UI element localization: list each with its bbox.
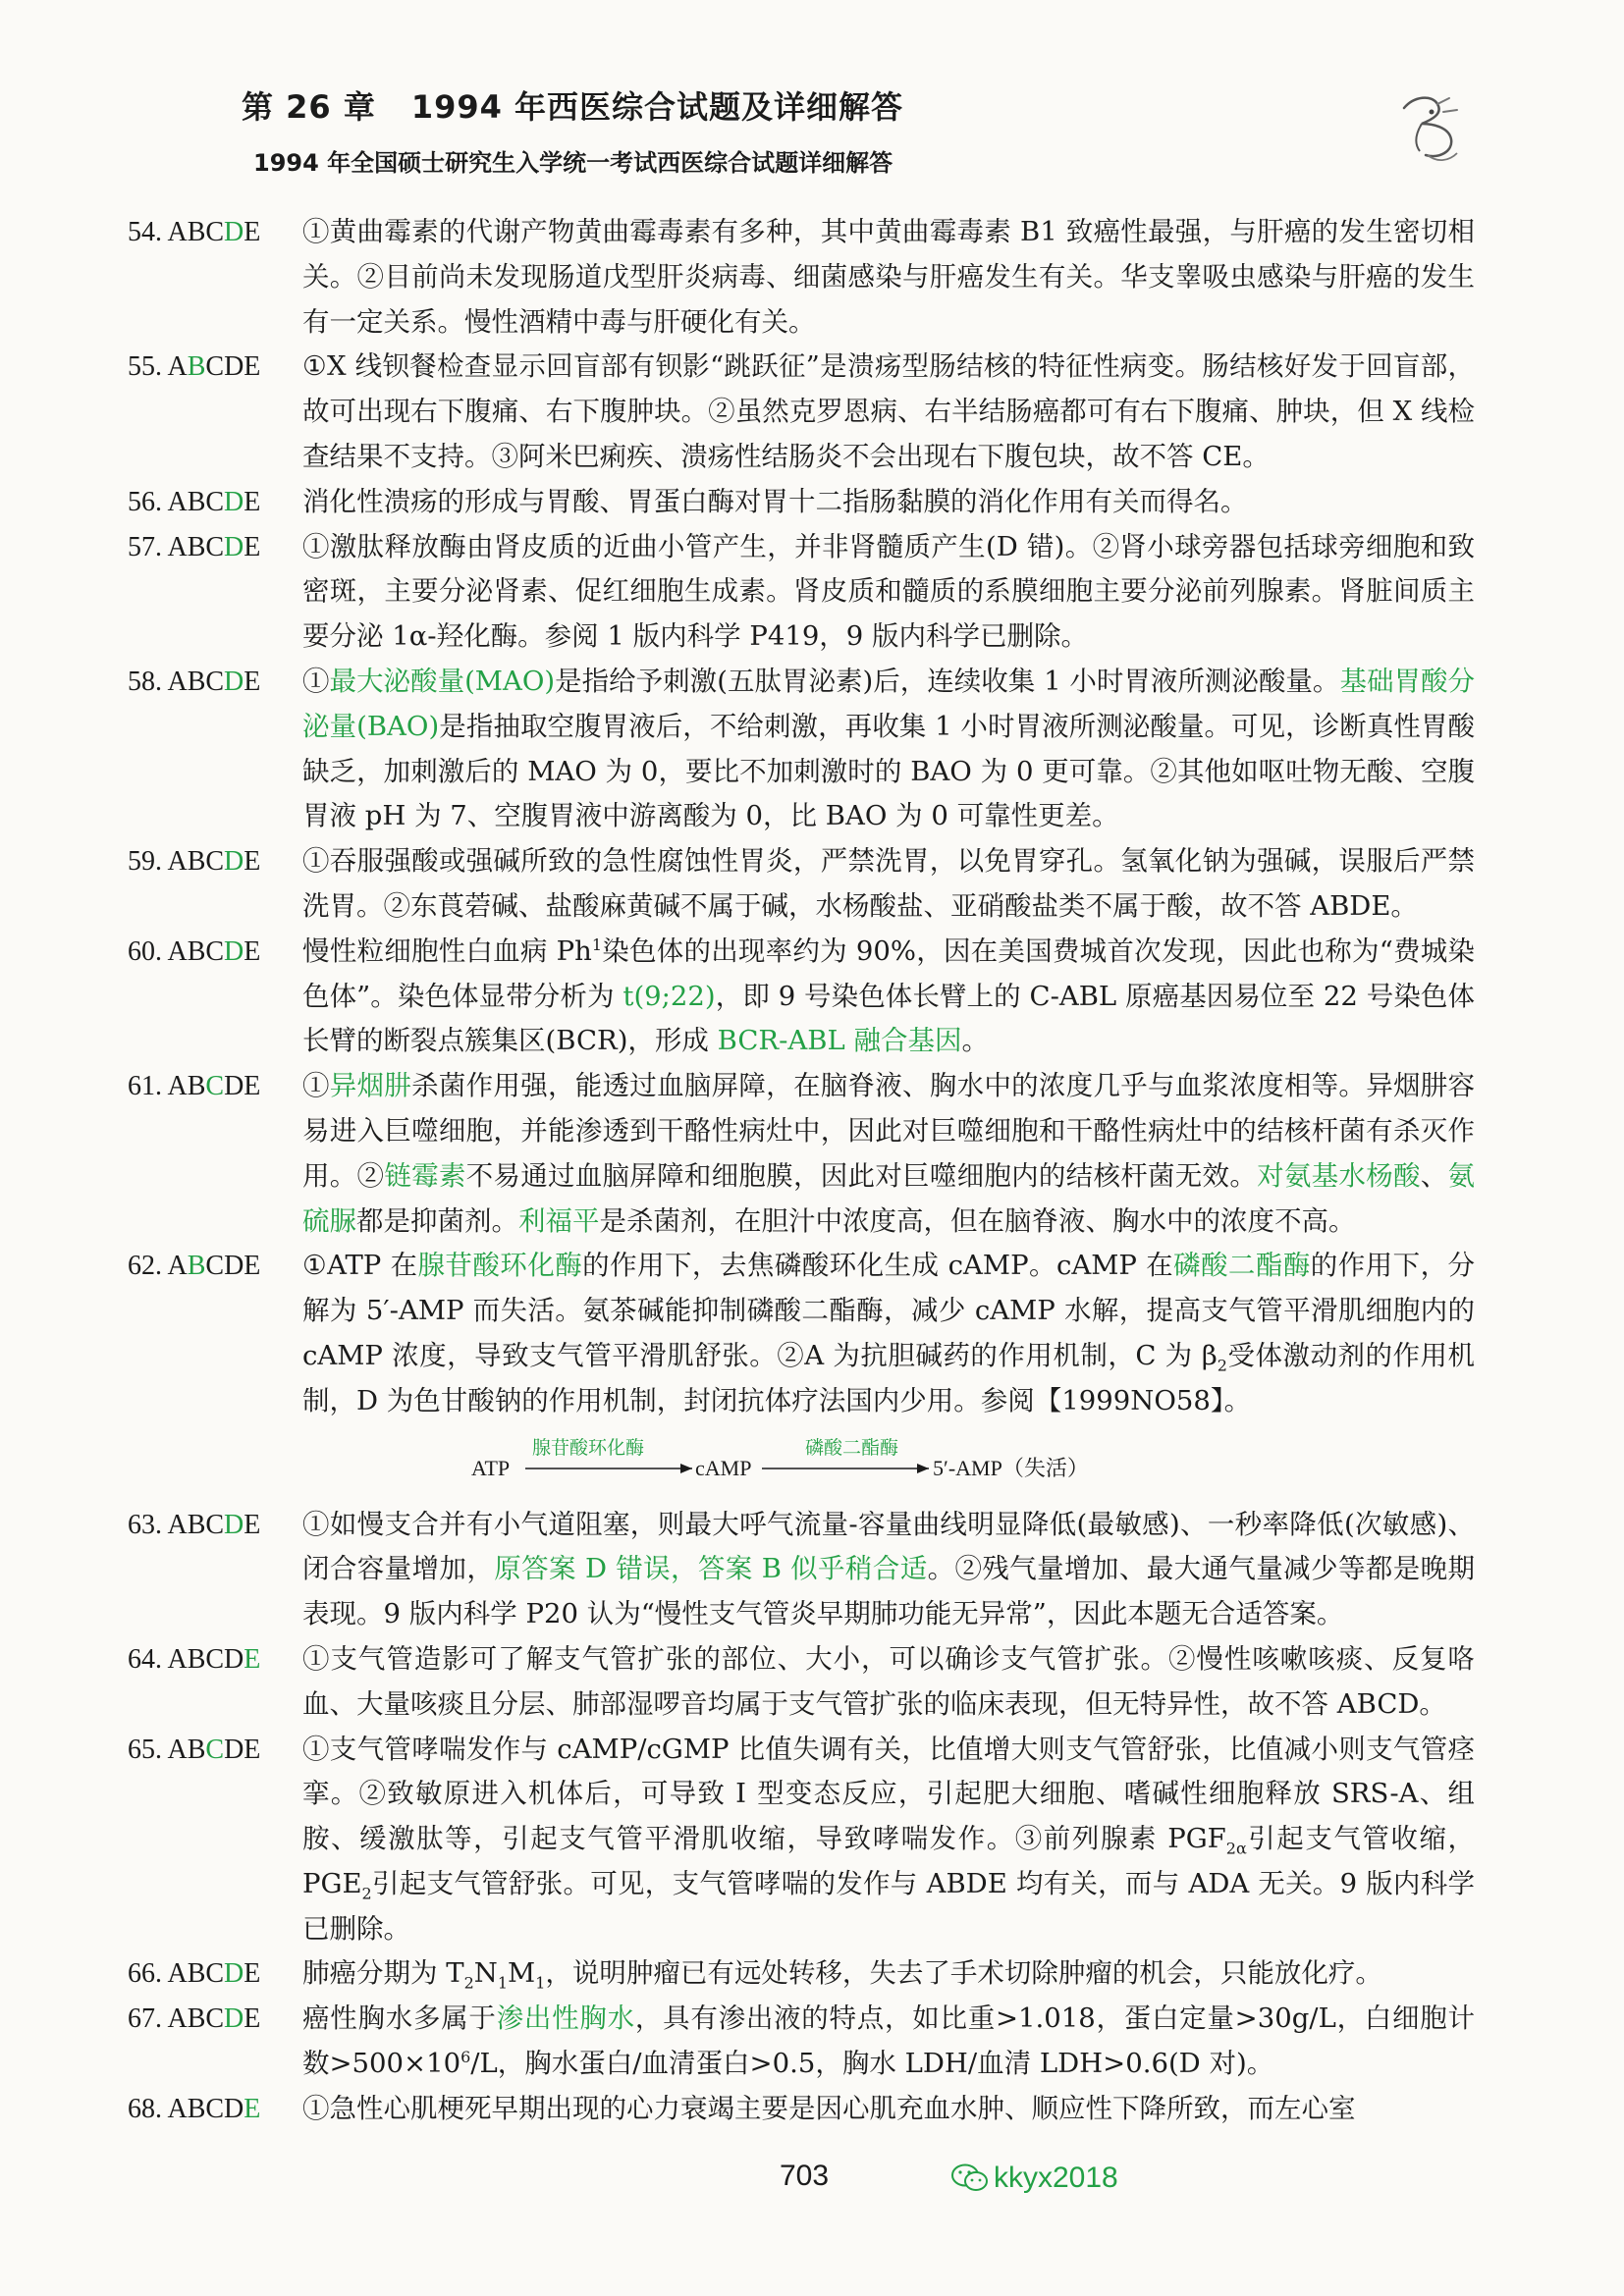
question-number: 54. ABCDE <box>128 217 261 247</box>
highlight-term: 异烟肼 <box>329 1070 412 1102</box>
camp-reaction-diagram <box>128 1424 1475 1503</box>
highlight-term: 原答案 D 错误，答案 B 似乎稍合适 <box>494 1553 928 1585</box>
camp-label: cAMP <box>695 1455 752 1480</box>
question-explanation: ①吞服强酸或强碱所致的急性腐蚀性胃炎，严禁洗胃，以免胃穿孔。氢氧化钠为强碱，误服后严禁洗胃。②东莨菪碱、盐酸麻黄碱不属于碱，水杨酸盐、亚硝酸盐类不属于酸，故不答 ABDE。 <box>302 845 1475 922</box>
question-57 <box>128 525 1475 660</box>
question-number: 61. ABCDE <box>128 1071 261 1102</box>
highlight-term: 渗出性胸水 <box>496 2002 635 2035</box>
question-58 <box>128 660 1475 839</box>
question-62 <box>128 1244 1475 1423</box>
highlight-term: 氨硫脲 <box>302 1159 1476 1237</box>
highlight-term: t(9;22) <box>623 980 716 1012</box>
highlight-term: 基础胃酸分泌量(BAO) <box>302 665 1476 742</box>
question-explanation: ①支气管造影可了解支气管扩张的部位、大小，可以确诊支气管扩张。②慢性咳嗽咳痰、反复咯血、大量咳痰且分层、肺部湿啰音均属于支气管扩张的临床表现，但无特异性，故不答 ABCD。 <box>302 1642 1475 1720</box>
reaction-arrows <box>471 1434 1257 1493</box>
question-55 <box>128 345 1475 479</box>
highlight-term: 对氨基水杨酸 <box>1257 1159 1421 1192</box>
question-number: 62. ABCDE <box>128 1251 261 1282</box>
question-explanation: ①X 线钡餐检查显示回盲部有钡影“跳跃征”是溃疡型肠结核的特征性病变。肠结核好发于回盲部，故可出现右下腹痛、右下腹肿块。②虽然克罗恩病、右半结肠癌都可有右下腹痛、肿块，但 X 线检查结果不支持。③阿米巴痢疾、溃疡性结肠炎不会出现右下腹包块，故不答 CE。 <box>302 350 1475 472</box>
question-explanation: 消化性溃疡的形成与胃酸、胃蛋白酶对胃十二指肠黏膜的消化作用有关而得名。 <box>302 485 1248 517</box>
question-number: 65. ABCDE <box>128 1734 261 1765</box>
watermark: kkyx2018 <box>950 2162 1118 2195</box>
question-number: 68. ABCDE <box>128 2093 261 2124</box>
highlight-term: 最大泌酸量(MAO) <box>329 665 556 697</box>
question-number: 57. ABCDE <box>128 531 261 562</box>
question-explanation: ①急性心肌梗死早期出现的心力衰竭主要是因心肌充血水肿、顺应性下降所致，而左心室 <box>302 2092 1356 2124</box>
highlight-term: 腺苷酸环化酶 <box>417 1250 583 1282</box>
atp-label: ATP <box>471 1455 511 1480</box>
bird-logo-icon <box>1392 90 1471 171</box>
question-number: 66. ABCDE <box>128 1958 261 1990</box>
answer-list <box>128 210 1475 2132</box>
question-explanation: ①如慢支合并有小气道阻塞，则最大呼气流量-容量曲线明显降低(最敏感)、一秒率降低(次敏感)、闭合容量增加，原答案 D 错误，答案 B 似乎稍合适。②残气量增加、最大通气量减少等都是晚期表现。9 版内科学 P20 认为“慢性支气管炎早期肺功能无异常”，因此本题无合适答案。 <box>302 1508 1476 1630</box>
question-number: 58. ABCDE <box>128 666 261 697</box>
question-64 <box>128 1637 1475 1728</box>
amp-label: 5′-AMP（失活） <box>933 1455 1089 1480</box>
question-explanation: ①黄曲霉素的代谢产物黄曲霉毒素有多种，其中黄曲霉毒素 B1 致癌性最强，与肝癌的发生密切相关。②目前尚未发现肠道戊型肝炎病毒、细菌感染与肝癌发生有关。华支睾吸虫感染与肝癌的发生有一定关系。慢性酒精中毒与肝硬化有关。 <box>302 216 1475 338</box>
question-59 <box>128 839 1475 930</box>
question-number: 55. ABCDE <box>128 351 261 383</box>
question-explanation: 肺癌分期为 $T_2N_1M_1$，说明肿瘤已有远处转移，失去了手术切除肿瘤的机会，只能放化疗。 <box>302 1957 1382 1993</box>
chapter-title: 第 26 章 1994 年西医综合试题及详细解答 <box>242 88 904 126</box>
highlight-term: 磷酸二酯酶 <box>1173 1250 1311 1282</box>
highlight-term: 链霉素 <box>384 1159 466 1192</box>
question-explanation: 慢性粒细胞性白血病 Ph$^1$染色体的出现率约为 90%，因在美国费城首次发现，因此也称为“费城染色体”。染色体显带分析为 t(9;22)，即 9 号染色体长臂上的 C-ABL 原癌基因易位至 22 号染色体长臂的断裂点簇集区(BCR)，形成 BCR-ABL 融合基因。 <box>302 934 1475 1057</box>
question-explanation: ①最大泌酸量(MAO)是指给予刺激(五肽胃泌素)后，连续收集 1 小时胃液所测泌酸量。基础胃酸分泌量(BAO)是指抽取空腹胃液后，不给刺激，再收集 1 小时胃液所测泌酸量。可见，诊断真性胃酸缺乏，加刺激后的 MAO 为 0，要比不加刺激时的 BAO 为 0 更可靠。②其他如呕吐物无酸、空腹胃液 pH 为 7、空腹胃液中游离酸为 0，比 BAO 为 0 可靠性更差。 <box>302 665 1476 832</box>
question-number: 63. ABCDE <box>128 1509 261 1540</box>
question-65 <box>128 1728 1475 1952</box>
highlight-term: BCR-ABL 融合基因 <box>717 1025 962 1057</box>
question-66 <box>128 1951 1475 1997</box>
question-60 <box>128 930 1475 1064</box>
question-explanation: ①支气管哮喘发作与 cAMP/cGMP 比值失调有关，比值增大则支气管舒张，比值减小则支气管痉挛。②致敏原进入机体后，可导致 Ⅰ 型变态反应，引起肥大细胞、嗜碱性细胞释放 SRS-A、组胺、缓激肽等，引起支气管平滑肌收缩，导致哮喘发作。③前列腺素 $PGF_{2\alpha}$引起支气管收缩，$PGE_2$引起支气管舒张。可见，支气管哮喘的发作与 ABDE 均有关，而与 ADA 无关。9 版内科学已删除。 <box>302 1733 1475 1945</box>
question-67 <box>128 1997 1475 2087</box>
question-56 <box>128 480 1475 525</box>
enzyme-label: 腺苷酸环化酶 <box>532 1436 645 1459</box>
question-explanation: ①异烟肼杀菌作用强，能透过血脑屏障，在脑脊液、胸水中的浓度几乎与血浆浓度相等。异烟肼容易进入巨噬细胞，并能渗透到干酪性病灶中，因此对巨噬细胞和干酪性病灶中的结核杆菌有杀灭作用。②链霉素不易通过血脑屏障和细胞膜，因此对巨噬细胞内的结核杆菌无效。对氨基水杨酸、氨硫脲都是抑菌剂。利福平是杀菌剂，在胆汁中浓度高，但在脑脊液、胸水中的浓度不高。 <box>302 1070 1476 1237</box>
page-number: 703 <box>780 2160 830 2192</box>
chapter-subtitle: 1994 年全国硕士研究生入学统一考试西医综合试题详细解答 <box>253 149 893 177</box>
question-explanation: ①ATP 在腺苷酸环化酶的作用下，去焦磷酸环化生成 cAMP。cAMP 在磷酸二酯酶的作用下，分解为 5′-AMP 而失活。氨茶碱能抑制磷酸二酯酶，减少 cAMP 水解，提高支气管平滑肌细胞内的 cAMP 浓度，导致支气管平滑肌舒张。②A 为抗胆碱药的作用机制，C 为 $\beta_2$受体激动剂的作用机制，D 为色甘酸钠的作用机制，封闭抗体疗法国内少用。参阅【1999NO58】。 <box>302 1250 1476 1416</box>
question-number: 60. ABCDE <box>128 935 261 967</box>
arrow-icon <box>917 1464 929 1473</box>
question-63 <box>128 1503 1475 1637</box>
question-61 <box>128 1064 1475 1244</box>
highlight-term: 利福平 <box>518 1204 600 1237</box>
question-explanation: ①激肽释放酶由肾皮质的近曲小管产生，并非肾髓质产生(D 错)。②肾小球旁器包括球旁细胞和致密斑，主要分泌肾素、促红细胞生成素。肾皮质和髓质的系膜细胞主要分泌前列腺素。肾脏间质主要分泌 1α-羟化酶。参阅 1 版内科学 P419，9 版内科学已删除。 <box>302 530 1475 653</box>
enzyme-label: 磷酸二酯酶 <box>805 1436 899 1459</box>
arrow-icon <box>680 1464 692 1473</box>
page-header <box>242 82 903 178</box>
question-number: 59. ABCDE <box>128 846 261 878</box>
question-number: 64. ABCDE <box>128 1643 261 1675</box>
question-54 <box>128 210 1475 345</box>
question-number: 56. ABCDE <box>128 486 261 517</box>
wechat-icon <box>950 2163 990 2194</box>
question-number: 67. ABCDE <box>128 2003 261 2035</box>
question-68 <box>128 2087 1475 2132</box>
question-explanation: 癌性胸水多属于渗出性胸水，具有渗出液的特点，如比重>1.018，蛋白定量>30g/L，白细胞计数$>500\times 10^6/L$，胸水蛋白/血清蛋白>0.5，胸水 LDH/血清 LDH>0.6(D 对)。 <box>302 2002 1476 2080</box>
